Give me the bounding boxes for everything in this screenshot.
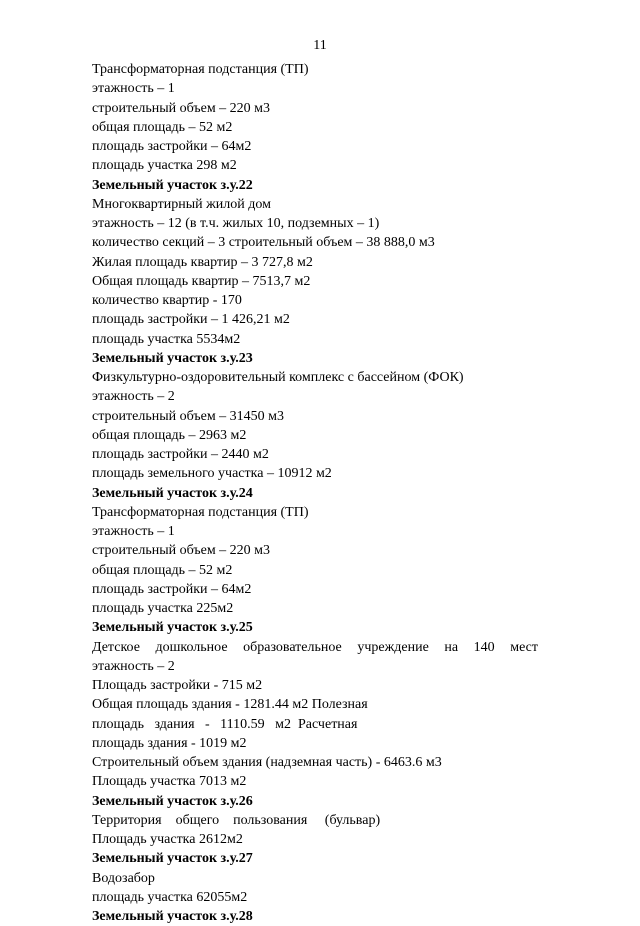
section-heading: Земельный участок з.у.23 [92,350,253,366]
text-line: Общая площадь квартир – 7513,7 м2 [92,273,311,289]
section-heading: Земельный участок з.у.22 [92,177,253,193]
text-line: общая площадь – 2963 м2 [92,427,247,443]
text-line: Площадь участка 7013 м2 [92,774,247,790]
page-number: 11 [313,38,327,53]
text-line: количество квартир - 170 [92,293,242,308]
text-line: количество секций – 3 строительный объем – 38 888,0 м3 [92,235,435,251]
text-line: этажность – 12 (в т.ч. жилых 10, подземных – 1) [92,216,380,231]
text-line: площадь участка 225м2 [92,601,234,616]
text-line: Строительный объем здания (надземная часть) - 6463.6 м3 [92,755,442,770]
text-line: общая площадь – 52 м2 [92,119,233,135]
section-heading: Земельный участок з.у.26 [92,793,253,809]
text-line: строительный объем – 220 м3 [92,100,271,116]
text-line: Территория общего пользования (бульвар) [92,812,381,828]
text-line: этажность – 2 [92,389,175,405]
text-line: площадь земельного участка – 10912 м2 [92,466,332,482]
section-heading: Земельный участок з.у.27 [92,851,253,867]
text-line: Трансформаторная подстанция (ТП) [92,62,309,77]
section-heading: Земельный участок з.у.25 [92,620,253,636]
document-body [92,60,538,926]
text-line: площадь застройки – 2440 м2 [92,447,269,462]
text-line: площадь здания - 1110.59 м2 Расчетная [92,716,358,732]
text-line: общая площадь – 52 м2 [92,562,233,578]
text-line: этажность – 1 [92,81,175,97]
section-heading: Земельный участок з.у.24 [92,485,253,501]
text-line: строительный объем – 31450 м3 [92,408,285,424]
text-line: Площадь участка 2612м2 [92,832,243,847]
text-line: Многоквартирный жилой дом [92,196,271,212]
text-line: площадь застройки – 1 426,21 м2 [92,312,290,328]
text-line: площадь здания - 1019 м2 [92,735,247,751]
text-line: площадь застройки – 64м2 [92,139,252,154]
text-line: Физкультурно-оздоровительный комплекс с бассейном (ФОК) [92,370,464,385]
text-line: Водозабор [92,870,155,886]
text-line: этажность – 1 [92,524,175,539]
text-line: площадь участка 5534м2 [92,331,241,347]
text-line: строительный объем – 220 м3 [92,543,271,559]
text-line: Детское дошкольное образовательное учреждение на 140 мест [92,639,538,655]
text-line: Жилая площадь квартир – 3 727,8 м2 [92,254,313,270]
text-line: Общая площадь здания - 1281.44 м2 Полезная [92,697,368,713]
text-line: этажность – 2 [92,658,175,674]
text-line: площадь участка 298 м2 [92,158,237,174]
section-heading: Земельный участок з.у.28 [92,909,253,924]
text-line: площадь участка 62055м2 [92,889,248,905]
text-line: площадь застройки – 64м2 [92,581,252,597]
text-line: Трансформаторная подстанция (ТП) [92,504,309,520]
text-line: Площадь застройки - 715 м2 [92,678,263,693]
